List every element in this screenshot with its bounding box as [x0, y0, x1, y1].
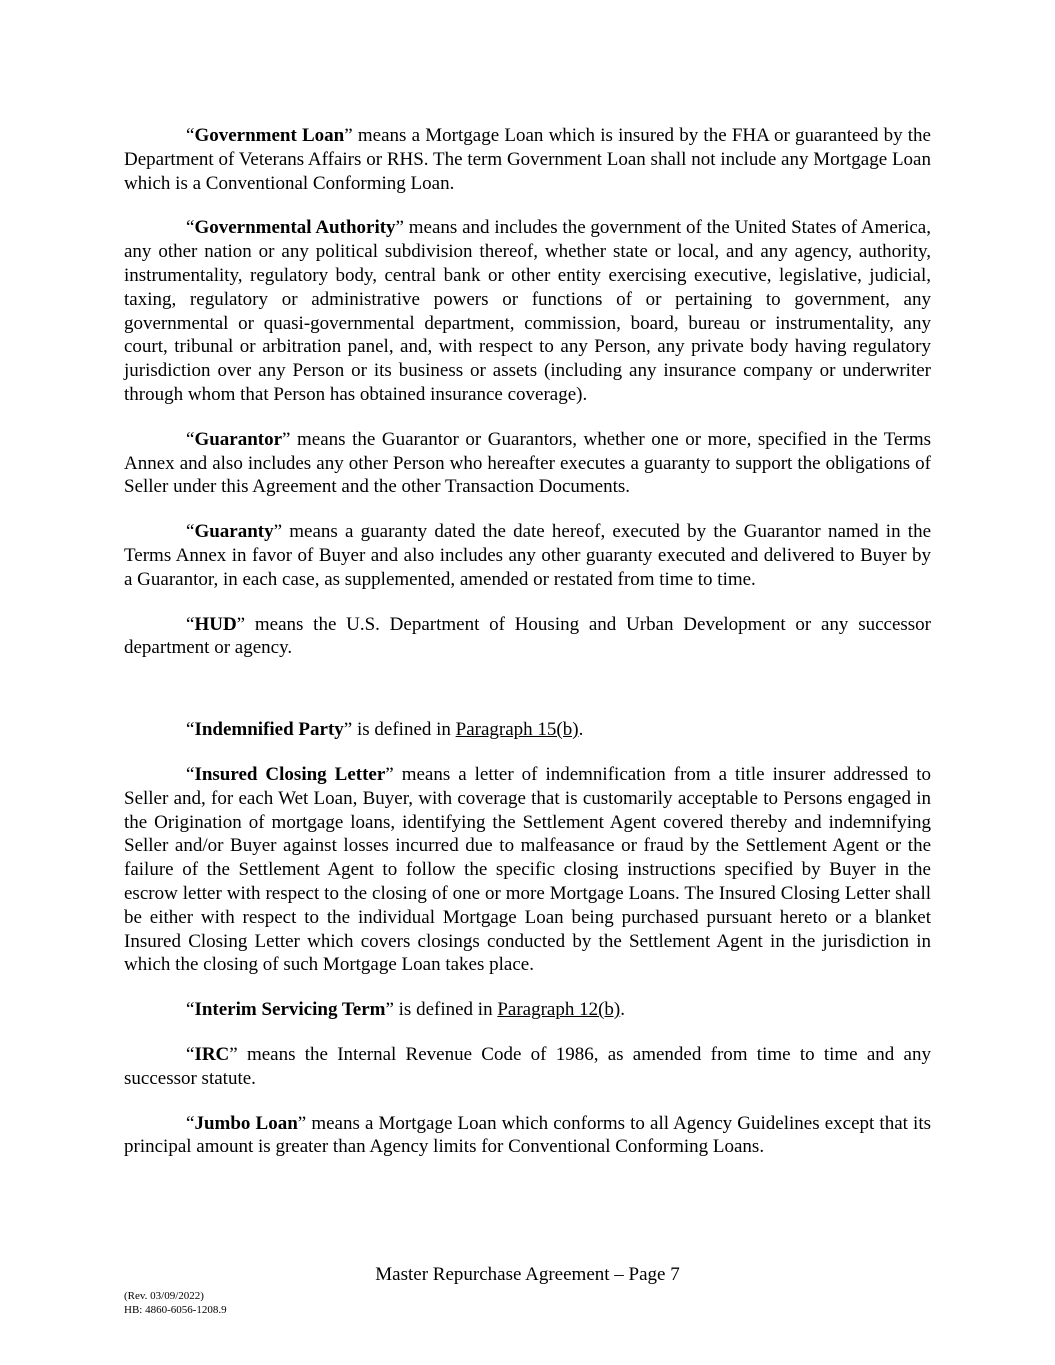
definition-insured-closing-letter: “Insured Closing Letter” means a letter of indemnification from a title insurer addressed to Seller and, for each Wet Loan, Buyer, with coverage that is customarily acceptable to Persons engaged in the Origination of mortgage loans, identifying the Settlement Agent covered thereby and indemnifying Seller and/or Buyer against losses incurred due to malfeasance or fraud by the Settlement Agent or the failure of the Settlement Agent to follow the specific closing instructions specified by Buyer in the escrow letter with respect to the closing of one or more Mortgage Loans. The Insured Closing Letter shall be either with respect to the individual Mortgage Loan being purchased pursuant hereto or a blanket Insured Closing Letter which covers closings conducted by the Settlement Agent in the jurisdiction in which the closing of such Mortgage Loan takes place.: [124, 763, 931, 976]
defined-term: Government Loan: [194, 125, 345, 146]
defined-term: Indemnified Party: [194, 719, 344, 741]
footer-meta: [124, 1289, 227, 1317]
definition-text: ” is defined in: [385, 999, 498, 1021]
definition-hud: “HUD” means the U.S. Department of Housing and Urban Development or any successor department or agency.: [124, 613, 931, 659]
page-footer-title: Master Repurchase Agreement – Page 7: [375, 1264, 680, 1285]
definition-text: ” means a letter of indemnification from a title insurer addressed to Seller and, for each Wet Loan, Buyer, with coverage that is customarily acceptable to Persons engaged in the Origination of mortgage loans, identifying the Settlement Agent covered thereby and indemnifying Seller and/or Buyer against losses incurred due to malfeasance or fraud by the Settlement Agent or the failure of the Settlement Agent to follow the specific closing instructions specified by Buyer in the escrow letter with respect to the closing of one or more Mortgage Loans. The Insured Closing Letter shall be either with respect to the individual Mortgage Loan being purchased pursuant hereto or a blanket Insured Closing Letter which covers closings conducted by the Settlement Agent in the jurisdiction in which the closing of such Mortgage Loan takes place.: [124, 763, 931, 976]
definition-text: ” means a Mortgage Loan which conforms to all Agency Guidelines except that its principal amount is greater than Agency limits for Conventional Conforming Loans.: [124, 1112, 931, 1158]
document-id: HB: 4860-6056-1208.9: [124, 1304, 227, 1316]
defined-term: Guarantor: [194, 428, 283, 450]
definition-government-loan: “Government Loan” means a Mortgage Loan which is insured by the FHA or guaranteed by the Department of Veterans Affairs or RHS. The term Government Loan shall not include any Mortgage Loan which is a Conventional Conforming Loan.: [124, 125, 931, 194]
definition-text: ” means the U.S. Department of Housing and Urban Development or any successor department or agency.: [124, 613, 931, 659]
defined-term: Interim Servicing Term: [194, 999, 386, 1021]
defined-term: Guaranty: [194, 521, 274, 543]
definition-jumbo-loan: “Jumbo Loan” means a Mortgage Loan which conforms to all Agency Guidelines except that its principal amount is greater than Agency limits for Conventional Conforming Loans.: [124, 1112, 931, 1158]
defined-term: Insured Closing Letter: [194, 763, 386, 785]
defined-term: HUD: [194, 613, 237, 635]
paragraph-reference: Paragraph 15(b): [455, 719, 579, 741]
definition-text: ” means the Guarantor or Guarantors, whether one or more, specified in the Terms Annex and also includes any other Person who hereafter executes a guaranty to support the obligations of Seller under this Agreement and the other Transaction Documents.: [124, 428, 931, 498]
defined-term: Governmental Authority: [194, 217, 396, 239]
revision-date: (Rev. 03/09/2022): [124, 1290, 204, 1302]
definition-text: ” means a guaranty dated the date hereof, executed by the Guarantor named in the Terms Annex in favor of Buyer and also includes any other guaranty executed and delivered to Buyer by a Guarantor, in each case, as supplemented, amended or restated from time to time.: [124, 521, 931, 590]
definition-indemnified-party: “Indemnified Party” is defined in Paragraph 15(b).: [186, 719, 584, 741]
document-body: [124, 124, 931, 1180]
paragraph-reference: Paragraph 12(b): [497, 999, 621, 1021]
definition-governmental-authority: “Governmental Authority” means and includes the government of the United States of America, any other nation or any political subdivision thereof, whether state or local, and any agency, authority, instrumentality, regulatory body, central bank or other entity exercising executive, legislative, judicial, taxing, regulatory or administrative powers or functions of or pertaining to government, any governmental or quasi-governmental department, commission, board, bureau or instrumentality, any court, tribunal or arbitration panel, and, with respect to any Person, any private body having regulatory jurisdiction over any Person or its business or assets (including any insurance company or underwriter through whom that Person has obtained insurance coverage).: [124, 217, 931, 405]
definition-guarantor: “Guarantor” means the Guarantor or Guarantors, whether one or more, specified in the Terms Annex and also includes any other Person who hereafter executes a guaranty to support the obligations of Seller under this Agreement and the other Transaction Documents.: [124, 428, 931, 498]
definition-text: ” means a Mortgage Loan which is insured by the FHA or guaranteed by the Department of Veterans Affairs or RHS. The term Government Loan shall not include any Mortgage Loan which is a Conventional Conforming Loan.: [124, 125, 931, 194]
definition-text: ” is defined in: [343, 719, 456, 741]
definition-text: ” means and includes the government of the United States of America, any other nation or any political subdivision thereof, whether state or local, and any agency, authority, instrumentality, regulatory body, central bank or other entity exercising executive, legislative, judicial, taxing, regulatory or administrative powers or functions of or pertaining to government, any governmental or quasi-governmental department, commission, board, bureau or instrumentality, any court, tribunal or arbitration panel, and, with respect to any Person, any private body having regulatory jurisdiction over any Person or its business or assets (including any insurance company or underwriter through whom that Person has obtained insurance coverage).: [124, 217, 931, 405]
definition-irc: “IRC” means the Internal Revenue Code of 1986, as amended from time to time and any successor statute.: [124, 1043, 931, 1089]
definition-interim-servicing-term: “Interim Servicing Term” is defined in Paragraph 12(b).: [186, 999, 626, 1021]
definition-text: ” means the Internal Revenue Code of 1986, as amended from time to time and any successor statute.: [124, 1043, 931, 1089]
defined-term: IRC: [194, 1043, 230, 1065]
defined-term: Jumbo Loan: [194, 1112, 298, 1134]
definition-guaranty: “Guaranty” means a guaranty dated the date hereof, executed by the Guarantor named in the Terms Annex in favor of Buyer and also includes any other guaranty executed and delivered to Buyer by a Guarantor, in each case, as supplemented, amended or restated from time to time.: [124, 521, 931, 590]
